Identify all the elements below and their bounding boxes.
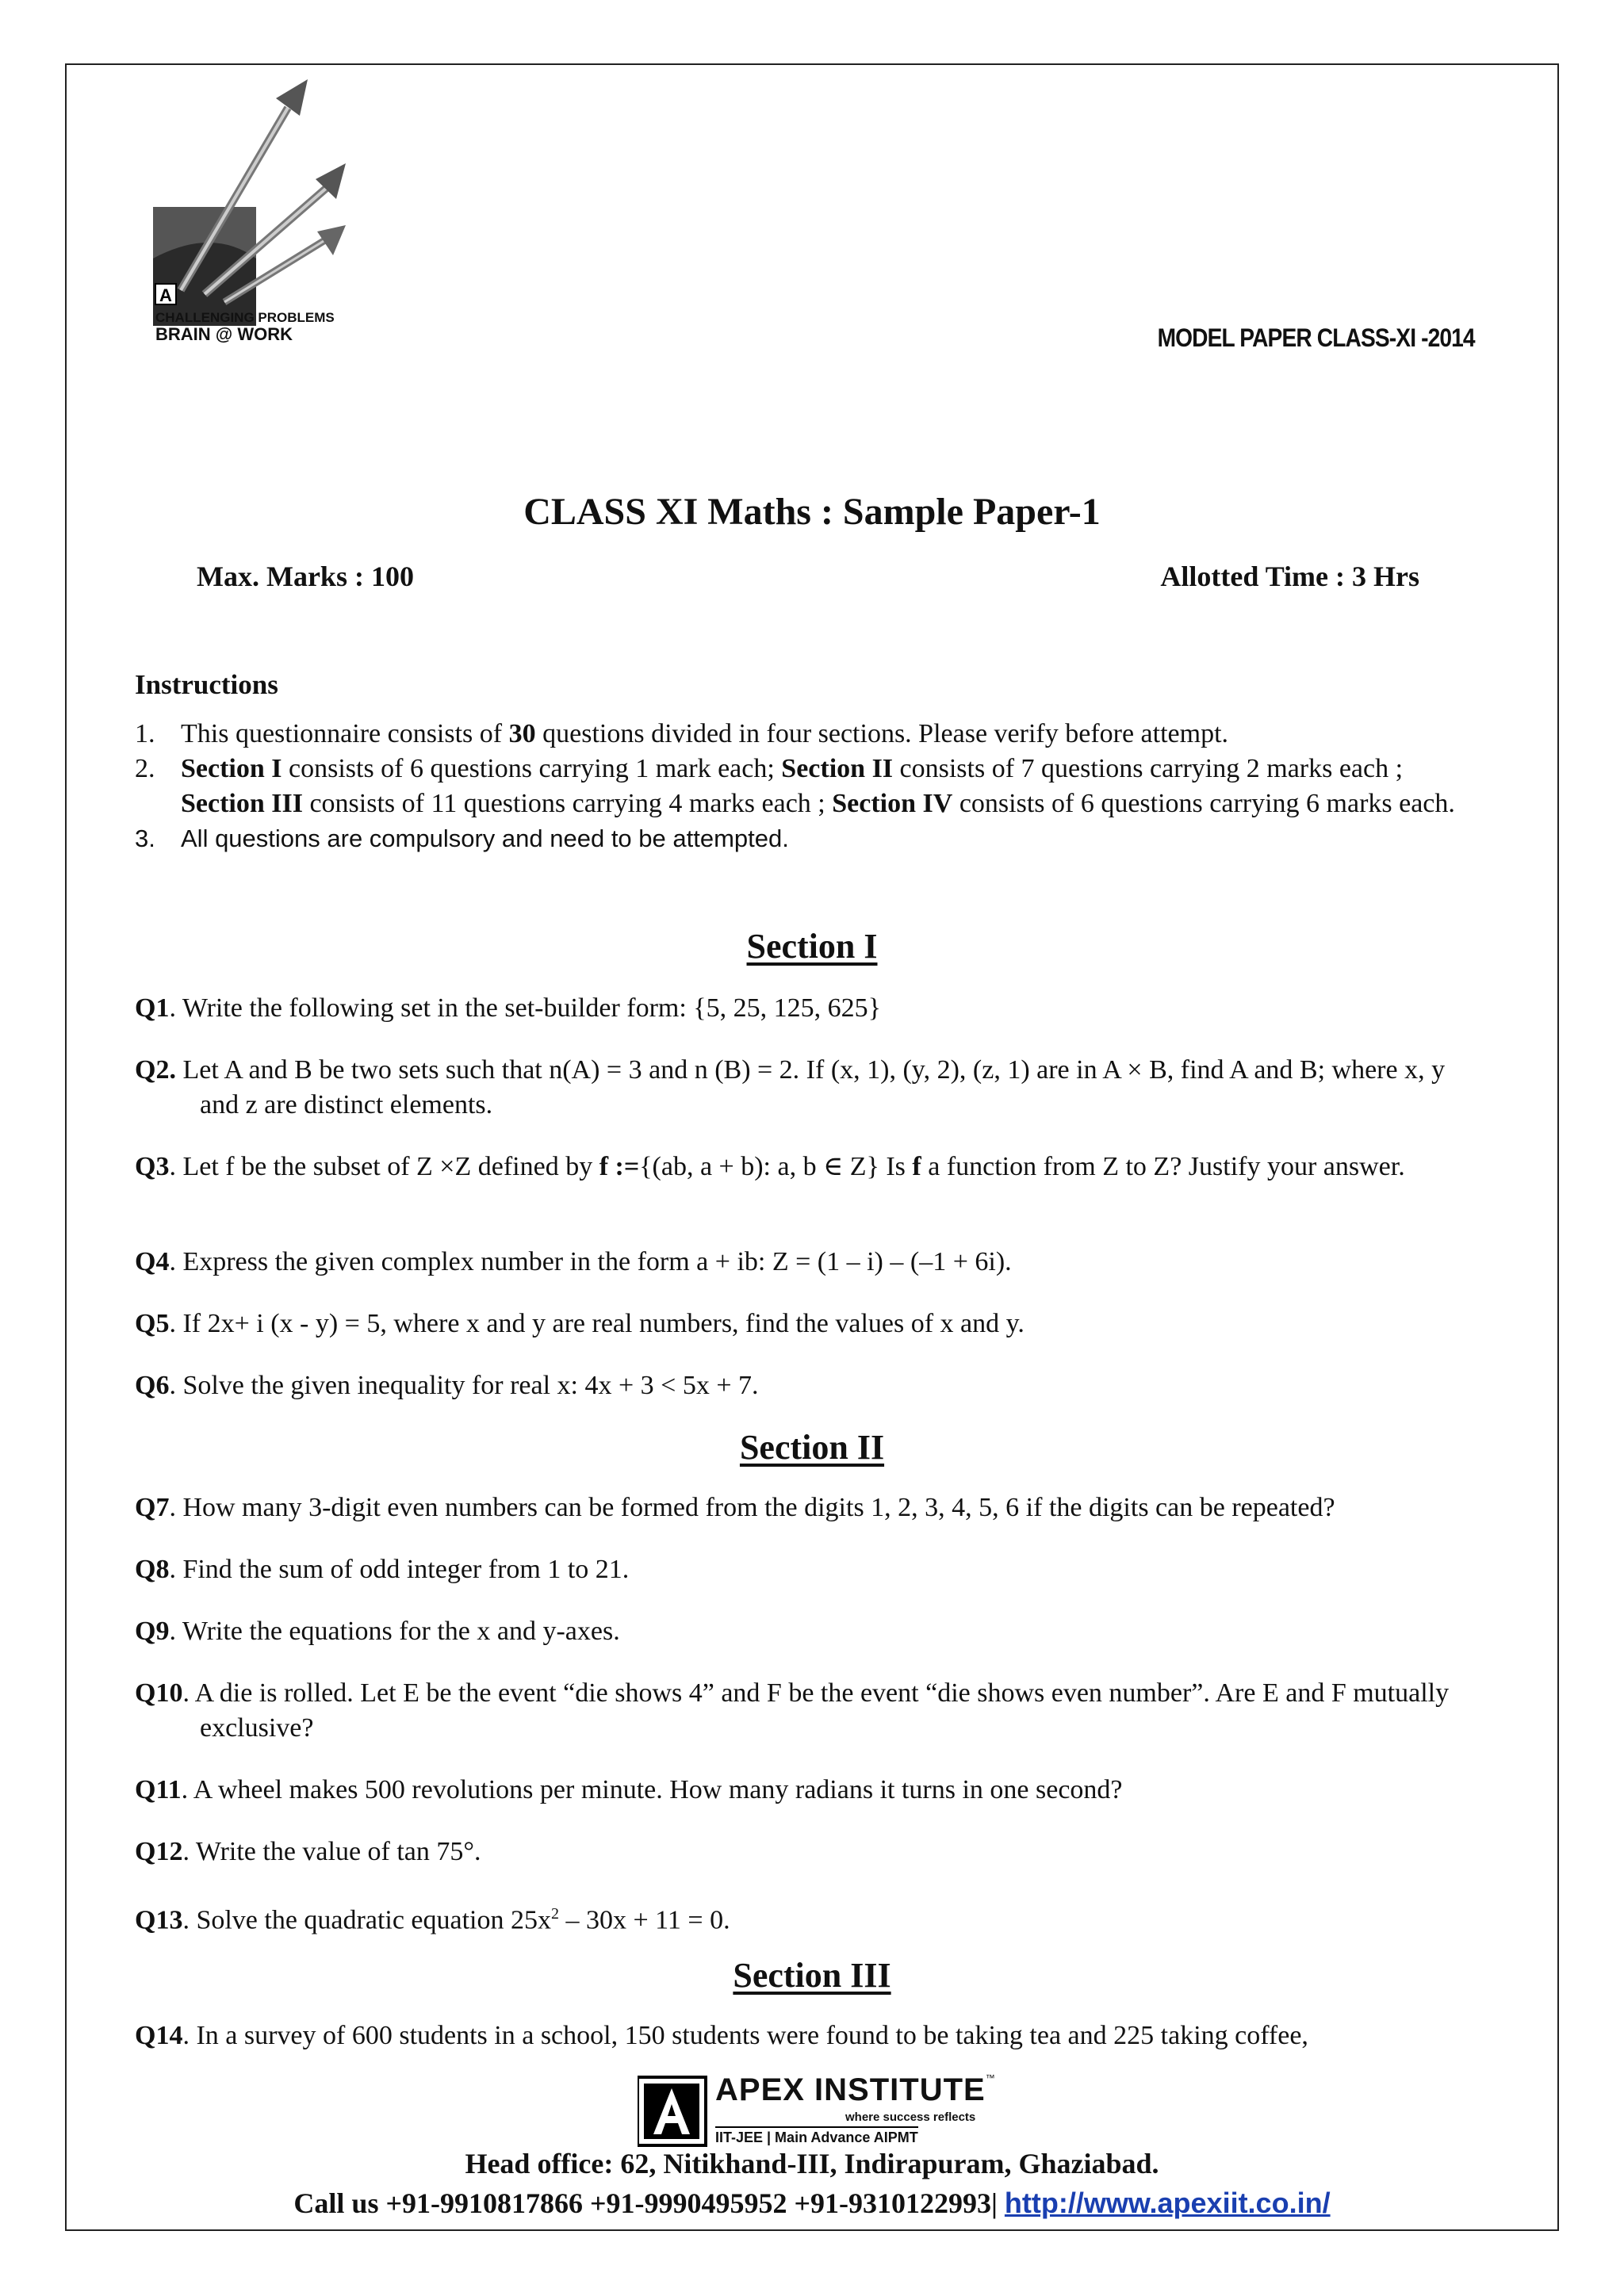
- instructions-heading: Instructions: [135, 669, 278, 700]
- question-text: . A wheel makes 500 revolutions per minute. How many radians it turns in one second?: [181, 1775, 1123, 1804]
- question-text: . Let f be the subset of Z ×Z defined by: [169, 1152, 599, 1181]
- question-item: [135, 1245, 1483, 1280]
- website-link[interactable]: http://www.apexiit.co.in/: [1004, 2187, 1331, 2219]
- question-item: [135, 1368, 1483, 1403]
- question-label: Q9: [135, 1617, 170, 1646]
- question-label: Q2.: [135, 1055, 176, 1085]
- question-item: [135, 1835, 1483, 1869]
- question-item: [135, 991, 1483, 1026]
- instruction-text: questions divided in four sections. Please verify before attempt.: [535, 719, 1229, 748]
- question-label: Q10: [135, 1678, 183, 1708]
- max-marks: Max. Marks : 100: [197, 561, 414, 592]
- section-title: Section I: [746, 927, 878, 966]
- question-text: . If 2x+ i (x - y) = 5, where x and y are real numbers, find the values of x and y.: [169, 1309, 1025, 1338]
- question-item: [135, 1614, 1483, 1649]
- question-item: [135, 1053, 1483, 1123]
- instruction-text: consists of 6 questions carrying 1 mark each;: [282, 754, 782, 783]
- question-item: [135, 1773, 1483, 1808]
- question-label: Q7: [135, 1493, 170, 1522]
- instruction-number: 1.: [135, 719, 155, 748]
- question-label: Q4: [135, 1247, 170, 1276]
- paper-title: CLASS XI Maths : Sample Paper-1: [523, 491, 1101, 533]
- instruction-item: [135, 752, 1483, 821]
- question-text: – 30x + 11 = 0.: [559, 1905, 730, 1935]
- allotted-time: Allotted Time : 3 Hrs: [1160, 561, 1419, 592]
- question-label: Q11: [135, 1775, 182, 1804]
- instruction-bold: Section I: [181, 754, 282, 783]
- question-text: . Write the value of tan 75°.: [182, 1837, 481, 1866]
- question-label: Q5: [135, 1309, 170, 1338]
- instruction-text: All questions are compulsory and need to be attempted.: [181, 825, 789, 852]
- section-title: Section III: [733, 1956, 891, 1995]
- logo-line-1: CHALLENGING PROBLEMS: [155, 310, 335, 325]
- contact-line: [0, 2187, 1624, 2220]
- apex-institute-logo: [638, 2072, 995, 2147]
- question-label: Q3: [135, 1152, 170, 1181]
- instruction-text: consists of 11 questions carrying 4 marks each ;: [302, 789, 833, 818]
- question-text: . In a survey of 600 students in a school, 150 students were found to be taking tea and 225 taking coffee,: [182, 2021, 1308, 2050]
- question-label: Q12: [135, 1837, 183, 1866]
- svg-text:A: A: [159, 285, 172, 305]
- question-label: Q6: [135, 1371, 170, 1400]
- question-text: Let A and B be two sets such that n(A) = 3 and n (B) = 2. If (x, 1), (y, 2), (z, 1) are in A × B, find A and B; where x, y and z are distinct elements.: [175, 1055, 1446, 1119]
- contact-phones: Call us +91-9910817866 +91-9990495952 +91-9310122993|: [293, 2187, 1005, 2219]
- question-text: . Solve the given inequality for real x: 4x + 3 < 5x + 7.: [169, 1371, 759, 1400]
- instruction-number: 3.: [135, 825, 155, 852]
- question-text: . Write the following set in the set-builder form: {5, 25, 125, 625}: [169, 993, 881, 1023]
- question-text: a function from Z to Z? Justify your answer.: [921, 1152, 1405, 1181]
- instruction-number: 2.: [135, 754, 155, 783]
- question-label: Q13: [135, 1905, 183, 1935]
- section-title: Section II: [739, 1428, 885, 1467]
- question-text: . Solve the quadratic equation 25x: [182, 1905, 551, 1935]
- section-heading: [0, 1427, 1624, 1468]
- instruction-item: [135, 717, 1483, 752]
- question-text: . Find the sum of odd integer from 1 to 21.: [169, 1555, 630, 1584]
- instruction-text: This questionnaire consists of: [181, 719, 509, 748]
- question-text: . How many 3-digit even numbers can be formed from the digits 1, 2, 3, 4, 5, 6 if the digits can be repeated?: [169, 1493, 1335, 1522]
- instruction-bold: Section II: [781, 754, 894, 783]
- question-item: [135, 1150, 1483, 1184]
- question-item: [135, 1490, 1483, 1525]
- instruction-bold: 30: [508, 719, 536, 748]
- section-heading: [0, 1955, 1624, 1996]
- instruction-text: consists of 7 questions carrying 2 marks each ;: [893, 754, 1404, 783]
- question-text: . A die is rolled. Let E be the event “die shows 4” and F be the event “die shows even number”. Are E and F mutually exclusive?: [182, 1678, 1450, 1743]
- question-item: [135, 1307, 1483, 1341]
- logo-caption: [155, 311, 335, 343]
- logo-line-2: BRAIN @ WORK: [155, 323, 293, 344]
- question-item: [135, 1676, 1483, 1746]
- question-superscript: 2: [551, 1905, 559, 1923]
- question-item: [135, 2019, 1483, 2053]
- instruction-bold: Section IV: [832, 789, 953, 818]
- instruction-bold: Section III: [181, 789, 303, 818]
- question-label: Q14: [135, 2021, 183, 2050]
- apex-tagline: where success reflects: [845, 2110, 976, 2124]
- instruction-item: [135, 821, 1483, 856]
- model-paper-label: MODEL PAPER CLASS-XI -2014: [1157, 323, 1475, 352]
- question-item: [135, 1552, 1483, 1587]
- question-bold: f :=: [599, 1152, 640, 1181]
- question-bold: f: [912, 1152, 921, 1181]
- head-office-address: Head office: 62, Nitikhand-III, Indirapuram, Ghaziabad.: [465, 2148, 1159, 2179]
- section-heading: [0, 926, 1624, 966]
- apex-subtitle: IIT-JEE | Main Advance AIPMT: [715, 2126, 918, 2146]
- question-label: Q8: [135, 1555, 170, 1584]
- instruction-text: consists of 6 questions carrying 6 marks each.: [952, 789, 1455, 818]
- instructions-list: [135, 717, 1483, 856]
- question-item: [135, 1896, 1483, 1938]
- question-text: . Write the equations for the x and y-axes.: [169, 1617, 620, 1646]
- question-text: . Express the given complex number in the form a + ib: Z = (1 – i) – (–1 + 6i).: [169, 1247, 1012, 1276]
- trademark-symbol: ™: [985, 2072, 995, 2084]
- question-label: Q1: [135, 993, 170, 1023]
- question-text: {(ab, a + b): a, b ∈ Z} Is: [639, 1152, 913, 1181]
- apex-brand-name: APEX INSTITUTE: [715, 2072, 986, 2107]
